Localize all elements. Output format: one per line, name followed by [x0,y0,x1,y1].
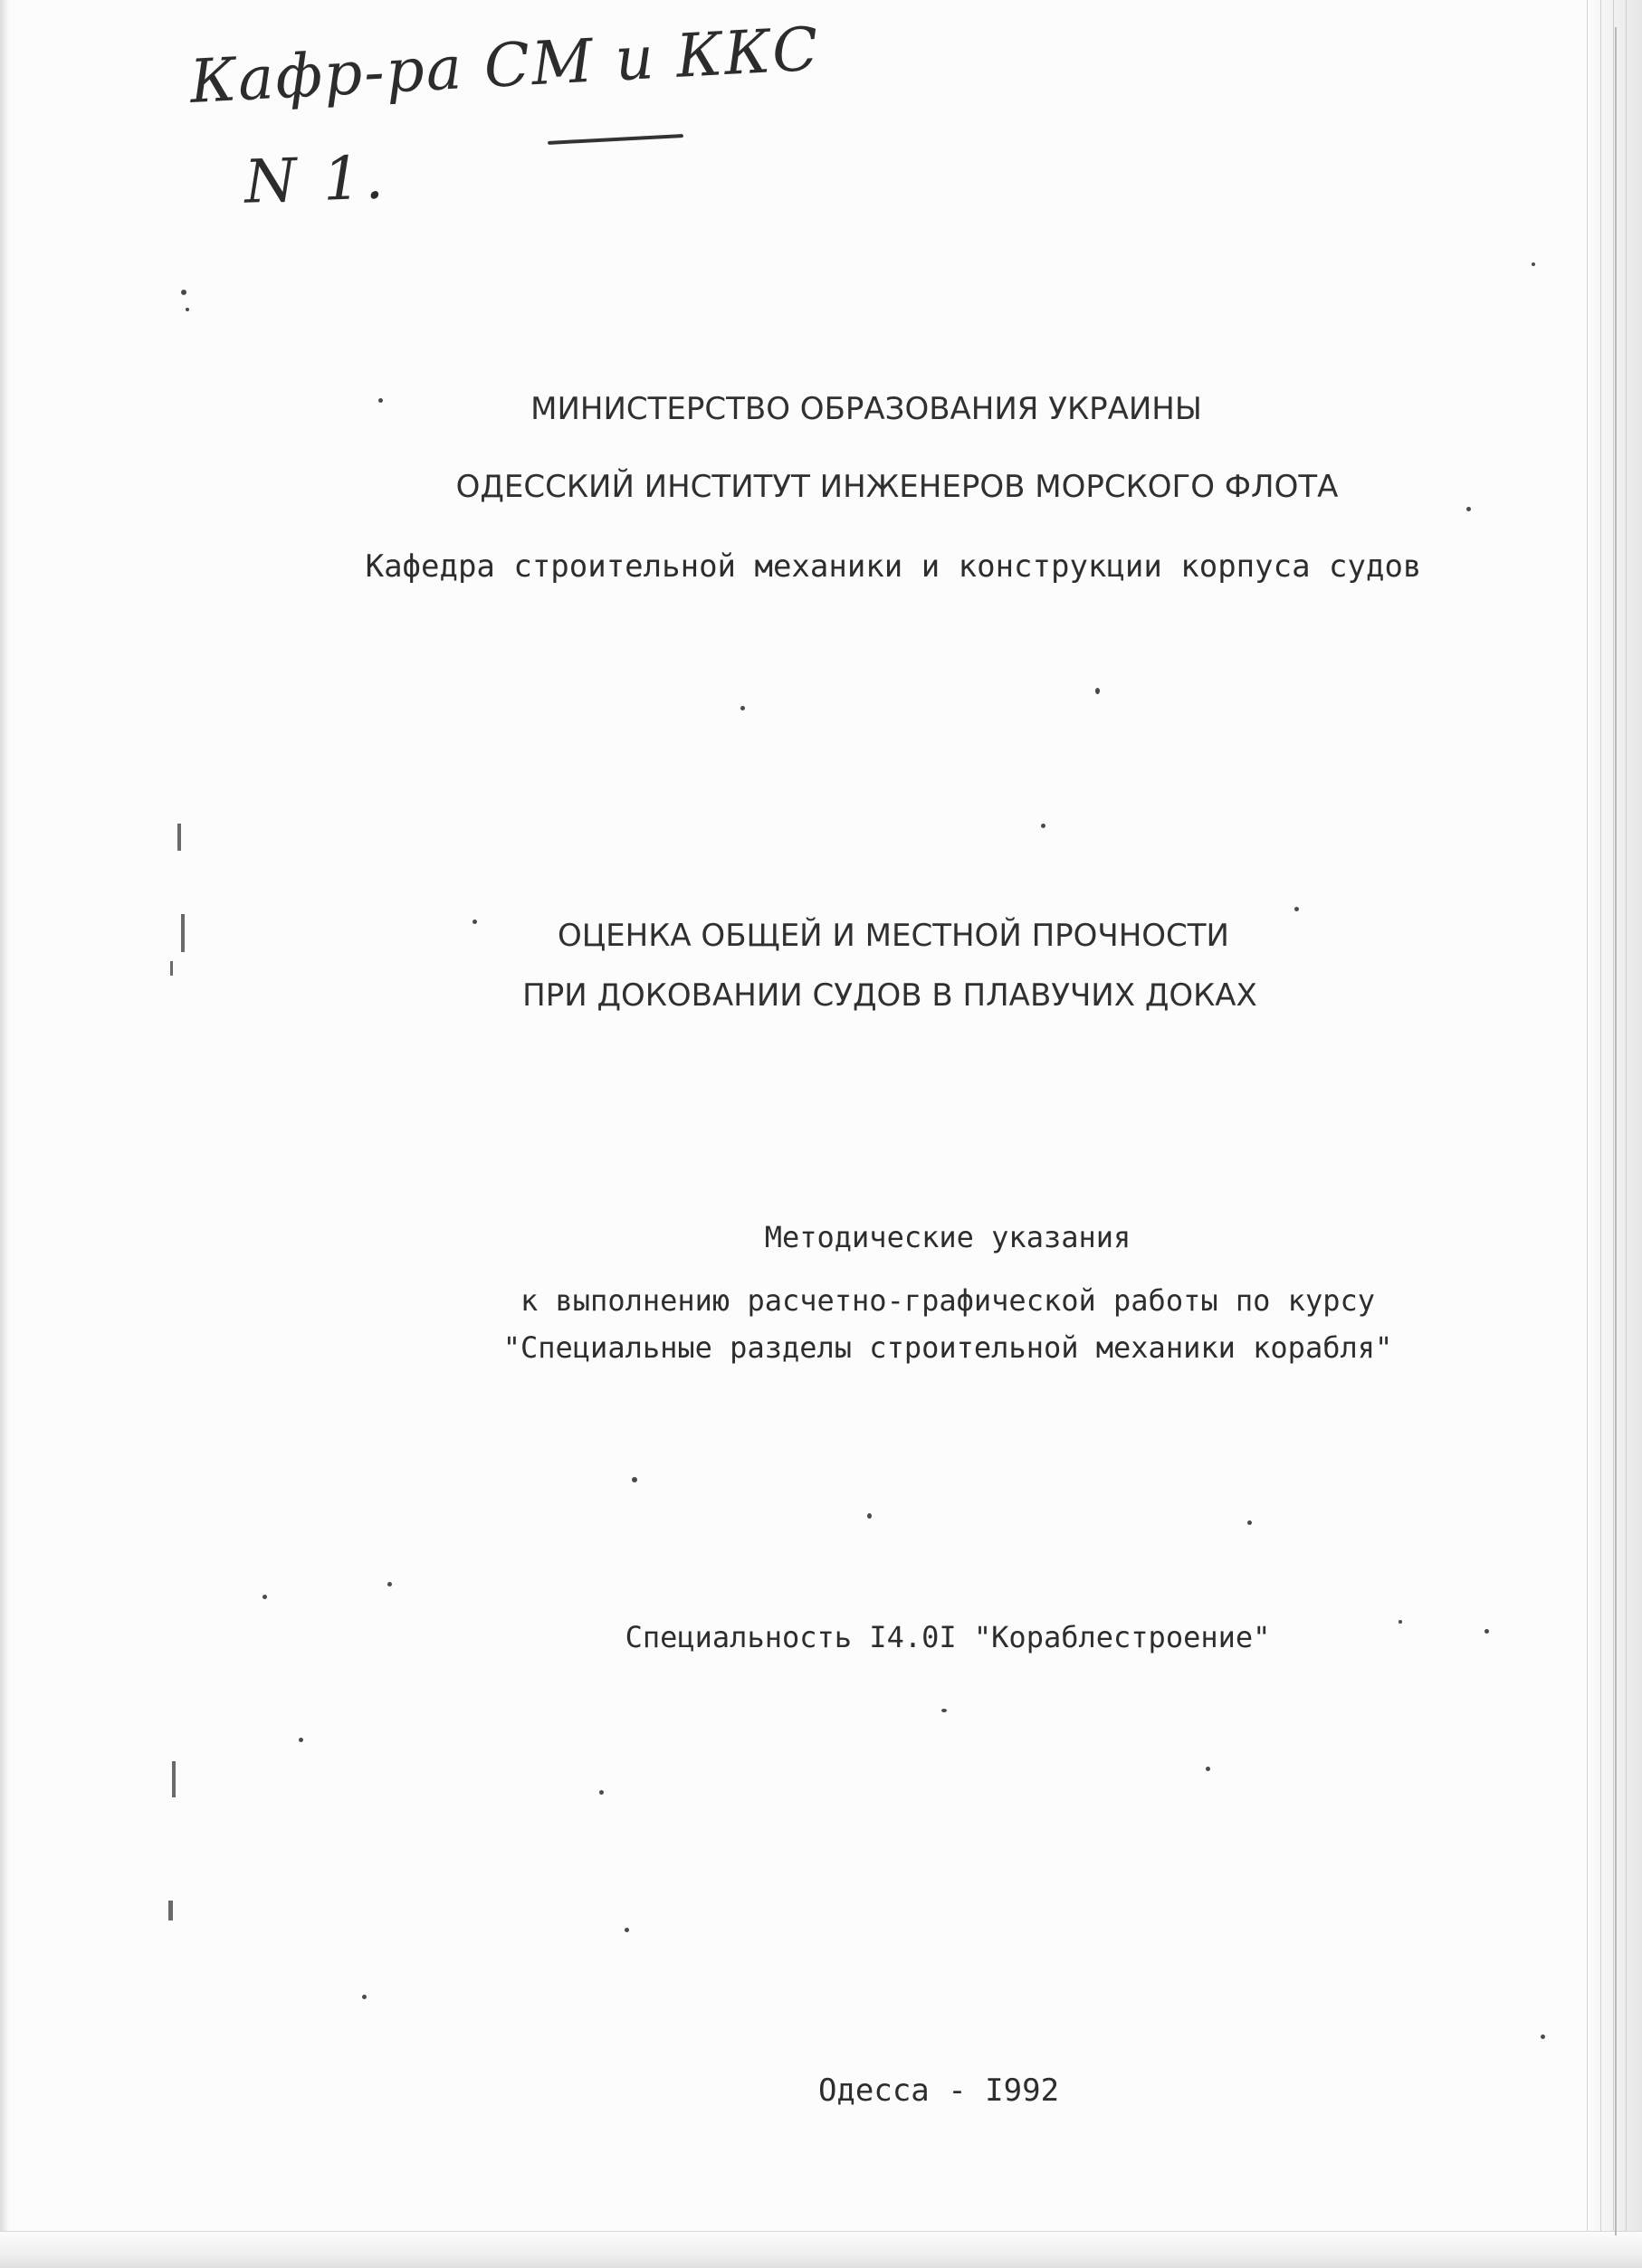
subtitle-line2: к выполнению расчетно-графической работы по курсу [520,1283,1375,1318]
scan-speck [1095,688,1100,694]
scan-speck [181,290,186,295]
scan-page-fold-line [1615,27,1617,2235]
specialty-line: Специальность I4.0I "Кораблестроение" [625,1620,1271,1654]
scan-margin-mark [181,914,185,952]
scan-speck [632,1477,637,1482]
scan-speck [599,1790,604,1795]
scan-speck [740,706,745,710]
scan-margin-mark [172,1761,176,1797]
department-heading: Кафедра строительной механики и конструкции корпуса судов [365,548,1422,585]
scan-speck [1247,1520,1252,1525]
subtitle-line1: Методические указания [764,1220,1131,1254]
scan-speck [186,308,189,311]
handwritten-note-line1: Кафр-ра СМ и ККС [187,14,822,117]
document-title-line1: ОЦЕНКА ОБЩЕЙ И МЕСТНОЙ ПРОЧНОСТИ [558,918,1229,954]
sheet-edge-line [1626,0,1627,2268]
city-year-footer: Одесса - I992 [817,2073,1060,2109]
scan-margin-mark [177,824,181,851]
handwritten-underline [548,134,683,145]
scan-speck [387,1582,392,1587]
scan-speck [362,1995,367,1999]
sheet-edge-line [1613,0,1614,2268]
scan-speck [1466,507,1471,511]
scan-speck [1041,824,1045,828]
handwritten-note-line2: N 1. [243,142,388,217]
scan-speck [1541,2035,1545,2039]
sheet-edge-line [1600,0,1601,2268]
scan-speck [473,920,477,924]
scan-speck [1484,1629,1489,1634]
scan-speck [1399,1620,1402,1624]
scan-left-edge [0,0,9,2268]
scan-margin-mark [170,961,173,976]
scan-speck [1206,1767,1210,1771]
subtitle-line3: "Специальные разделы строительной механики корабля" [502,1330,1393,1365]
scan-speck [867,1513,872,1519]
institute-heading: ОДЕССКИЙ ИНСТИТУТ ИНЖЕНЕРОВ МОРСКОГО ФЛОТА [455,469,1339,505]
scan-speck [941,1709,947,1712]
ministry-heading: МИНИСТЕРСТВО ОБРАЗОВАНИЯ УКРАИНЫ [530,391,1202,427]
document-title-line2: ПРИ ДОКОВАНИИ СУДОВ В ПЛАВУЧИХ ДОКАХ [522,977,1257,1014]
scan-speck [299,1738,303,1742]
scan-speck [378,398,383,403]
scan-speck [263,1595,267,1599]
scan-margin-mark [168,1901,173,1920]
scan-speck [1294,907,1299,911]
scan-speck [625,1928,629,1932]
scan-bottom-edge [0,2231,1642,2268]
scan-speck [1532,262,1535,266]
